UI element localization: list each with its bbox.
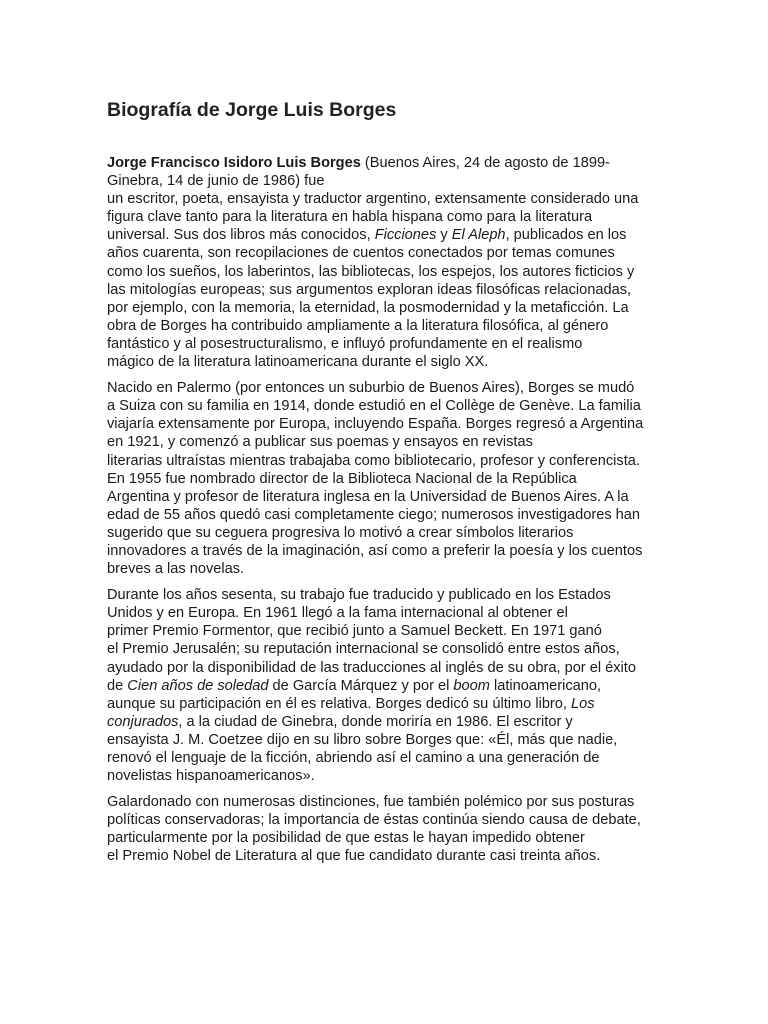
text-run: mágico de la literatura latinoamericana durante el siglo XX.: [107, 354, 489, 371]
text-line: [107, 847, 667, 865]
document-title: Biografía de Jorge Luis Borges: [107, 99, 397, 121]
text-run: a Suiza con su familia en 1914, donde estudió en el Collège de Genève. La familia: [107, 398, 641, 415]
text-run: años cuarenta, son recopilaciones de cuentos conectados por temas comunes: [107, 245, 615, 262]
text-line: [107, 829, 667, 847]
text-line: [107, 226, 667, 244]
text-run: literarias ultraístas mientras trabajaba como bibliotecario, profesor y conferencista.: [107, 452, 640, 469]
text-run: (Buenos Aires, 24 de agosto de 1899-: [360, 155, 610, 171]
text-line: [107, 263, 667, 281]
text-run: y: [436, 227, 452, 244]
text-run: el Premio Nobel de Literatura al que fue candidato durante casi treinta años.: [107, 848, 601, 865]
text-line: [107, 281, 667, 299]
text-line: [107, 793, 667, 811]
text-line: [107, 731, 667, 749]
text-run: Durante los años sesenta, su trabajo fue traducido y publicado en los Estados: [107, 587, 611, 604]
italic-text: Cien años de soledad: [127, 677, 269, 694]
text-run: Ginebra, 14 de junio de 1986) fue: [107, 173, 325, 190]
text-line: [107, 335, 667, 353]
text-run: Galardonado con numerosas distinciones, fue también polémico por sus posturas: [107, 794, 635, 811]
text-line: [107, 172, 667, 190]
text-run: sugerido que su ceguera progresiva lo motivó a crear símbolos literarios: [107, 524, 574, 541]
text-line: [107, 317, 667, 335]
text-line: [107, 749, 667, 767]
text-run: Nacido en Palermo (por entonces un suburbio de Buenos Aires), Borges se mudó: [107, 380, 635, 397]
text-line: [107, 244, 667, 262]
text-run: el Premio Jerusalén; su reputación internacional se consolidó entre estos años,: [107, 641, 620, 658]
paragraph-legacy: [107, 793, 667, 865]
text-run: ensayista J. M. Coetzee dijo en su libro sobre Borges que: «Él, más que nadie,: [107, 731, 618, 748]
text-run: figura clave tanto para la literatura en habla hispana como para la literatura: [107, 209, 593, 226]
text-run: primer Premio Formentor, que recibió junto a Samuel Beckett. En 1971 ganó: [107, 623, 602, 640]
text-line: [107, 604, 667, 622]
text-run: edad de 55 años quedó casi completamente ciego; numerosos investigadores han: [107, 506, 641, 523]
paragraph-international-fame: [107, 586, 667, 785]
text-line: [107, 659, 667, 677]
text-run: en 1921, y comenzó a publicar sus poemas y ensayos en revistas: [107, 434, 533, 451]
text-line: [107, 811, 667, 829]
text-run: obra de Borges ha contribuido ampliamente a la literatura filosófica, al género: [107, 317, 609, 334]
text-line: [107, 379, 667, 397]
text-line: [107, 208, 667, 226]
text-run: En 1955 fue nombrado director de la Biblioteca Nacional de la República: [107, 470, 577, 487]
text-line: [107, 154, 667, 172]
text-line: [107, 542, 667, 560]
text-line: [107, 695, 667, 713]
text-line: [107, 677, 667, 695]
text-line: [107, 353, 667, 371]
text-run: viajaría extensamente por Europa, incluyendo España. Borges regresó a Argentina: [107, 416, 644, 433]
text-run: latinoamericano,: [489, 677, 602, 694]
text-run: breves a las novelas.: [107, 561, 245, 578]
italic-text: El Aleph: [451, 227, 506, 244]
text-run: innovadores a través de la imaginación, así como a preferir la poesía y los cuentos: [107, 542, 643, 559]
text-run: de: [107, 677, 128, 694]
italic-text: conjurados: [107, 713, 179, 730]
italic-text: Ficciones: [374, 227, 437, 244]
text-line: [107, 713, 667, 731]
text-line: [107, 397, 667, 415]
text-line: [107, 622, 667, 640]
text-run: las mitologías europeas; sus argumentos exploran ideas filosóficas relacionadas,: [107, 281, 632, 298]
text-run: particularmente por la posibilidad de que estas le hayan impedido obtener: [107, 830, 585, 847]
text-line: [107, 415, 667, 433]
text-run: como los sueños, los laberintos, las bibliotecas, los espejos, los autores ficticios y: [107, 263, 635, 280]
text-line: [107, 586, 667, 604]
text-run: políticas conservadoras; la importancia de éstas continúa siendo causa de debate,: [107, 812, 641, 829]
text-line: [107, 299, 667, 317]
text-line: [107, 190, 667, 208]
text-line: [107, 524, 667, 542]
text-line: [107, 767, 667, 785]
paragraph-intro: [107, 154, 667, 371]
text-line: [107, 452, 667, 470]
text-run: fantástico y al posestructuralismo, e influyó profundamente en el realismo: [107, 335, 583, 352]
text-run: renovó el lenguaje de la ficción, abriendo así el camino a una generación de: [107, 750, 600, 766]
italic-text: boom: [453, 677, 490, 694]
text-run: aunque su participación en él es relativa. Borges dedicó su último libro,: [107, 695, 572, 712]
text-run: novelistas hispanoamericanos».: [107, 768, 315, 785]
text-line: [107, 506, 667, 524]
italic-text: Los: [571, 695, 595, 712]
text-run: un escritor, poeta, ensayista y traductor argentino, extensamente considerado una: [107, 191, 639, 208]
text-run: Unidos y en Europa. En 1961 llegó a la fama internacional al obtener el: [107, 605, 568, 622]
bold-text: Jorge Francisco Isidoro Luis Borges: [107, 155, 361, 171]
text-line: [107, 470, 667, 488]
text-run: por ejemplo, con la memoria, la eternidad, la posmodernidad y la metaficción. La: [107, 299, 629, 316]
document-body: [107, 154, 667, 874]
paragraph-early-life: [107, 379, 667, 578]
text-run: , publicados en los: [505, 227, 627, 244]
text-line: [107, 640, 667, 658]
text-line: [107, 560, 667, 578]
text-line: [107, 488, 667, 506]
text-run: universal. Sus dos libros más conocidos,: [107, 227, 375, 244]
text-run: , a la ciudad de Ginebra, donde moriría en 1986. El escritor y: [178, 713, 573, 730]
text-run: de García Márquez y por el: [268, 677, 454, 694]
text-run: ayudado por la disponibilidad de las traducciones al inglés de su obra, por el éxito: [107, 659, 636, 676]
text-run: Argentina y profesor de literatura inglesa en la Universidad de Buenos Aires. A la: [107, 488, 629, 505]
text-line: [107, 433, 667, 451]
